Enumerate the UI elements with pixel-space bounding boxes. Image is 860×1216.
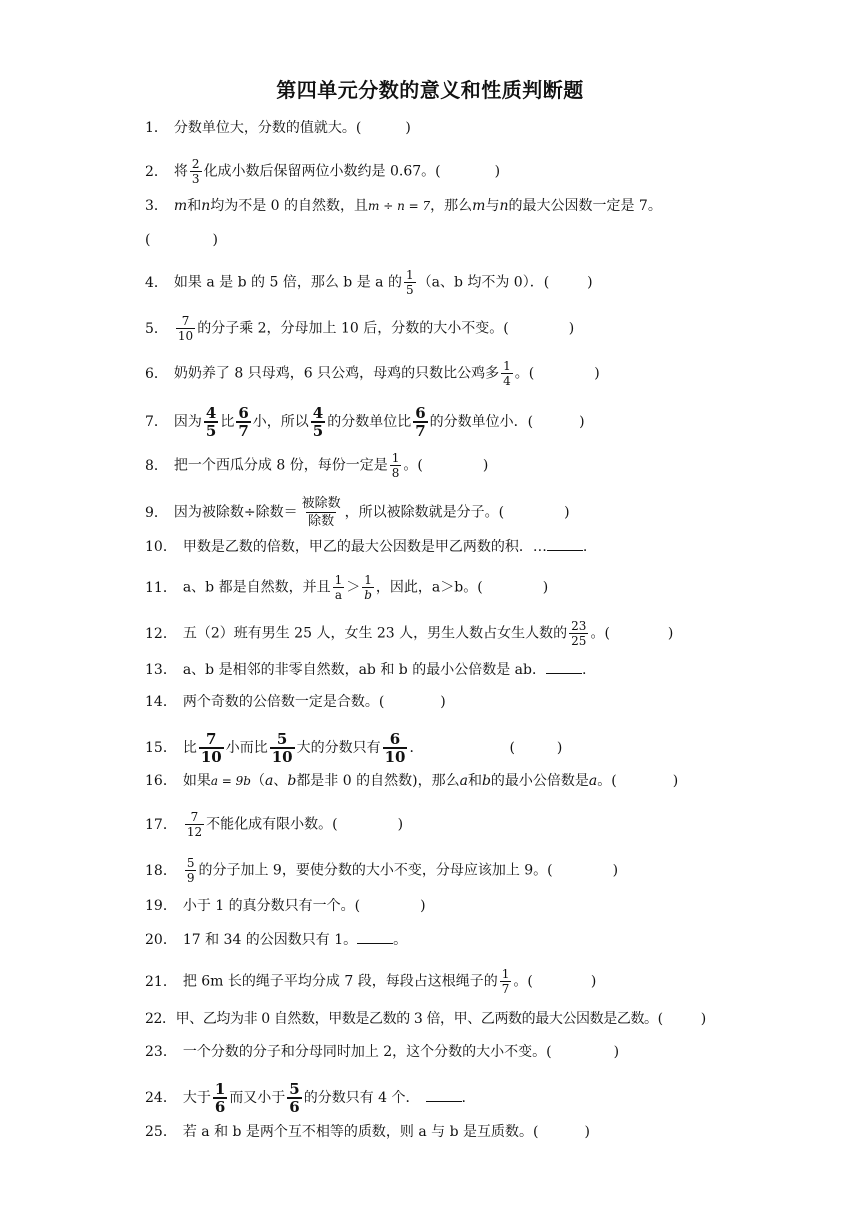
question-text: 小于 1 的真分数只有一个。(	[182, 898, 361, 914]
denominator: 5	[312, 422, 324, 440]
fraction	[333, 573, 345, 602]
question-23	[145, 1042, 619, 1062]
question-7	[145, 405, 585, 439]
question-number: 24．	[145, 1090, 177, 1106]
question-text: 17 和 34 的公因数只有 1。	[182, 932, 358, 948]
text: 而又小于	[229, 1090, 286, 1106]
numerator: 被除数	[301, 496, 341, 511]
numerator: 1	[214, 1080, 226, 1098]
answer-paren-close: )	[405, 120, 411, 136]
question-number: 14．	[145, 694, 177, 710]
question-17	[145, 810, 403, 839]
fraction	[287, 1081, 301, 1115]
question-text-post: 不能化成有限小数。(	[206, 816, 338, 833]
variable-a: a	[459, 773, 468, 789]
fraction	[190, 157, 202, 186]
answer-paren-open: (	[509, 740, 515, 756]
variable-a: a	[264, 773, 274, 789]
question-text-post: ，因此，a＞b。(	[375, 579, 483, 596]
question-number: 25．	[145, 1124, 177, 1140]
fraction	[270, 731, 295, 765]
answer-paren-close: )	[542, 579, 549, 596]
numerator: 1	[334, 573, 343, 587]
answer-paren-close: )	[590, 973, 597, 990]
question-8	[145, 451, 488, 480]
text: 的分数只有 4 个．	[303, 1090, 420, 1106]
numerator: 6	[415, 404, 426, 422]
question-number: 17．	[145, 816, 177, 833]
denominator: 10	[177, 329, 194, 343]
text: 因为	[173, 414, 202, 430]
question-4	[145, 268, 593, 297]
question-18	[145, 856, 618, 885]
question-5	[145, 314, 574, 343]
text: ，那么	[430, 198, 473, 214]
question-text-pre: 将	[173, 163, 188, 180]
fraction	[204, 405, 218, 439]
question-text: 两个奇数的公倍数一定是合数。(	[182, 694, 385, 710]
question-text-pre: 五（2）班有男生 25 人，女生 23 人，男生人数占女生人数的	[182, 625, 568, 642]
question-number: 22．	[145, 1011, 176, 1027]
question-3	[145, 196, 662, 216]
fraction	[311, 405, 325, 439]
question-text-pre: a、b 都是自然数，并且	[182, 579, 331, 596]
denominator: 8	[391, 466, 400, 480]
equation: a = 9b	[210, 774, 251, 788]
numerator: 7	[206, 730, 217, 748]
denominator: 10	[200, 748, 222, 766]
answer-blank	[426, 1087, 462, 1102]
question-text-pre: 把 6m 长的绳子平均分成 7 段，每段占这根绳子的	[182, 973, 498, 990]
question-number: 6．	[145, 365, 168, 382]
text: 的最大公因数一定是 7。	[508, 198, 662, 214]
answer-paren-close: )	[212, 232, 218, 248]
answer-paren-close: )	[397, 816, 404, 833]
fraction	[199, 731, 224, 765]
question-number: 21．	[145, 973, 177, 990]
question-11	[145, 573, 548, 602]
question-13	[145, 659, 586, 680]
question-number: 9．	[145, 504, 168, 521]
denominator: 7	[238, 422, 249, 440]
answer-blank	[546, 659, 582, 674]
sentence-end: .	[581, 662, 587, 678]
numerator: 7	[190, 810, 199, 824]
numerator: 4	[205, 404, 217, 422]
denominator: b	[364, 588, 372, 602]
page-title: 第四单元分数的意义和性质判断题	[276, 78, 584, 102]
answer-paren-close: )	[494, 163, 501, 180]
question-text-post: 的分子加上 9，要使分数的大小不变，分母应该加上 9。(	[198, 862, 553, 879]
question-text-pre: 因为被除数÷除数＝	[173, 504, 298, 521]
denominator: 3	[191, 172, 200, 186]
question-number: 13．	[145, 662, 177, 678]
numerator: 4	[312, 404, 324, 422]
question-number: 15．	[145, 740, 177, 756]
answer-paren-close: )	[667, 625, 674, 642]
greater-than: ＞	[346, 579, 361, 596]
question-22	[145, 1009, 706, 1029]
numerator: 7	[181, 314, 190, 328]
denominator: 10	[271, 748, 293, 766]
denominator: 6	[289, 1098, 300, 1116]
fraction	[185, 856, 197, 885]
fraction	[236, 405, 250, 439]
question-number: 10．	[145, 539, 177, 555]
answer-paren-close: )	[700, 1011, 706, 1027]
text: 与	[485, 198, 500, 214]
equation: m ÷ n = 7	[368, 199, 431, 213]
question-19	[145, 896, 426, 916]
text: 。(	[597, 773, 617, 789]
fraction	[176, 314, 195, 343]
numerator: 2	[191, 157, 200, 171]
fraction	[383, 731, 408, 765]
answer-paren-close: )	[672, 773, 679, 789]
variable-n: n	[201, 198, 211, 214]
text: 小，所以	[252, 414, 309, 430]
numerator: 6	[238, 404, 249, 422]
variable-a: a	[588, 773, 598, 789]
fraction	[362, 573, 374, 602]
numerator: 5	[186, 856, 195, 870]
answer-paren-close: )	[587, 274, 593, 291]
answer-paren-close: )	[440, 694, 446, 710]
text: 都是非 0 的自然数)，那么	[296, 773, 460, 789]
question-number: 23．	[145, 1044, 177, 1060]
denominator: 除数	[308, 514, 335, 529]
denominator: 6	[214, 1098, 226, 1116]
question-20	[145, 929, 407, 950]
question-number: 8．	[145, 457, 168, 474]
question-text-pre: 奶奶养了 8 只母鸡，6 只公鸡，母鸡的只数比公鸡多	[173, 365, 500, 382]
question-text-pre: 如果 a 是 b 的 5 倍，那么 b 是 a 的	[173, 274, 402, 291]
answer-paren-close: )	[584, 1124, 590, 1140]
denominator: 5	[205, 422, 217, 440]
text: 小而比	[225, 740, 268, 756]
question-21	[145, 967, 596, 996]
text: 的分数单位小．(	[429, 414, 534, 430]
fraction	[300, 495, 343, 530]
fraction	[569, 619, 588, 648]
denominator: a	[334, 588, 342, 602]
numerator: 5	[276, 730, 288, 748]
answer-blank	[547, 536, 583, 551]
question-text-post: 。(	[403, 457, 423, 474]
text: ．	[409, 740, 424, 756]
numerator: 1	[364, 573, 372, 587]
question-3-answer	[145, 230, 218, 250]
variable-b: b	[287, 773, 297, 789]
fraction	[500, 967, 512, 996]
numerator: 5	[289, 1080, 300, 1098]
answer-paren-close: )	[556, 740, 563, 756]
denominator: 7	[501, 982, 510, 996]
text: 的分数单位比	[327, 414, 412, 430]
question-number: 7．	[145, 414, 168, 430]
numerator: 1	[503, 359, 511, 373]
question-6	[145, 359, 600, 388]
question-text-pre: 把一个西瓜分成 8 份，每份一定是	[173, 457, 388, 474]
question-25	[145, 1122, 590, 1142]
denominator: 4	[503, 374, 511, 388]
text: 和	[187, 198, 202, 214]
answer-paren-close: )	[612, 862, 619, 879]
question-number: 5．	[145, 320, 168, 337]
question-9	[145, 495, 570, 530]
text: 和	[467, 773, 482, 789]
text: 均为不是 0 的自然数，且	[210, 198, 369, 214]
fraction	[404, 268, 416, 297]
variable-m: m	[472, 198, 486, 214]
variable-n: n	[499, 198, 509, 214]
question-12	[145, 619, 673, 648]
text: 、	[273, 773, 288, 789]
question-number: 20．	[145, 932, 177, 948]
denominator: 12	[186, 825, 203, 839]
question-text-post: （a、b 均不为 0）．(	[417, 274, 550, 291]
fraction	[213, 1081, 227, 1115]
answer-paren-open: (	[145, 232, 151, 248]
sentence-end: 。	[393, 932, 408, 948]
text: 大于	[182, 1090, 211, 1106]
text: 的最小公倍数是	[490, 773, 589, 789]
question-text: 一个分数的分子和分母同时加上 2，这个分数的大小不变。(	[182, 1044, 552, 1060]
fraction	[390, 451, 402, 480]
text: 比	[220, 414, 235, 430]
numerator: 1	[501, 967, 510, 981]
numerator: 6	[389, 730, 401, 748]
question-number: 16．	[145, 773, 177, 789]
question-1	[145, 118, 411, 138]
question-text: 甲数是乙数的倍数，甲乙的最大公因数是甲乙两数的积．…	[182, 539, 547, 555]
numerator: 1	[391, 451, 400, 465]
question-number: 1．	[145, 120, 168, 136]
denominator: 5	[405, 283, 414, 297]
question-14	[145, 692, 446, 712]
denominator: 9	[186, 871, 195, 885]
question-15	[145, 731, 562, 765]
numerator: 1	[405, 268, 414, 282]
denominator: 7	[415, 422, 426, 440]
question-number: 11．	[145, 579, 177, 596]
question-number: 19．	[145, 898, 177, 914]
question-16	[145, 771, 678, 791]
denominator: 10	[384, 748, 406, 766]
text: 如果	[182, 773, 211, 789]
question-10	[145, 536, 587, 557]
variable-m: m	[173, 198, 188, 214]
question-text: a、b 是相邻的非零自然数，ab 和 b 的最小公倍数是 ab．	[182, 662, 546, 678]
question-number: 2．	[145, 163, 168, 180]
question-number: 4．	[145, 274, 168, 291]
answer-paren-close: )	[594, 365, 600, 382]
answer-paren-close: )	[564, 504, 570, 521]
answer-blank	[357, 929, 393, 944]
answer-paren-close: )	[482, 457, 489, 474]
question-text: 分数单位大，分数的值就大。(	[173, 120, 362, 136]
fraction	[185, 810, 204, 839]
question-text: 甲、乙均为非 0 自然数，甲数是乙数的 3 倍，甲、乙两数的最大公因数是乙数。(	[175, 1011, 663, 1027]
answer-paren-close: )	[579, 414, 585, 430]
question-text-post: 。(	[514, 365, 535, 382]
fraction	[413, 405, 427, 439]
question-2	[145, 157, 500, 186]
sentence-end: .	[582, 539, 588, 555]
question-number: 3．	[145, 198, 168, 214]
question-text-post: 化成小数后保留两位小数约是 0.67。(	[203, 163, 441, 180]
denominator: 25	[571, 634, 587, 648]
question-text-post: 的分子乘 2，分母加上 10 后，分数的大小不变。(	[197, 320, 509, 337]
text: （	[250, 773, 265, 789]
variable-b: b	[481, 773, 491, 789]
question-text: 若 a 和 b 是两个互不相等的质数，则 a 与 b 是互质数。(	[182, 1124, 539, 1140]
question-text-post: 。(	[513, 973, 533, 990]
answer-paren-close: )	[420, 898, 426, 914]
question-text-post: 。(	[590, 625, 610, 642]
numerator: 23	[571, 619, 587, 633]
sentence-end: .	[461, 1090, 466, 1106]
question-number: 12．	[145, 625, 177, 642]
text: 比	[182, 740, 197, 756]
question-number: 18．	[145, 862, 177, 879]
fraction	[501, 359, 513, 388]
answer-paren-close: )	[568, 320, 575, 337]
text: 大的分数只有	[296, 740, 381, 756]
question-24	[145, 1081, 466, 1115]
answer-paren-close: )	[613, 1044, 620, 1060]
question-text-post: ，所以被除数就是分子。(	[344, 504, 505, 521]
